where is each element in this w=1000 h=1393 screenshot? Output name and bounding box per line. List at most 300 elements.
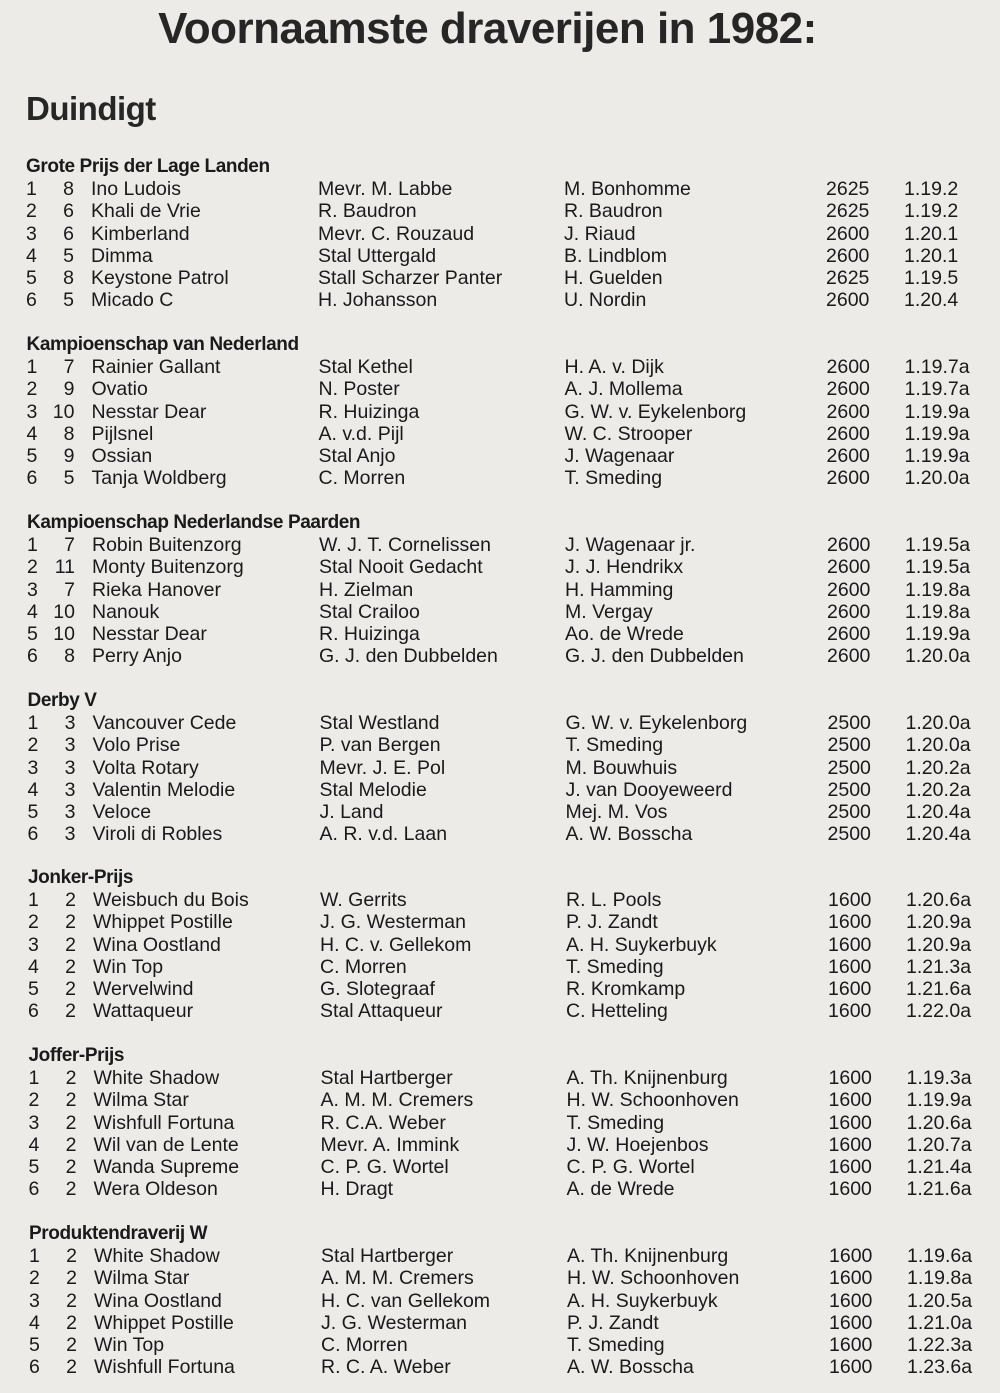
result-row [27, 579, 987, 601]
horse-name: Nesstar Dear [91, 400, 207, 423]
time: 1.19.9a [904, 422, 970, 445]
owner: Mevr. J. E. Pol [319, 756, 446, 779]
driver: T. Smeding [564, 467, 663, 490]
distance: 2625 [826, 267, 870, 290]
horse-name: Weisbuch du Bois [93, 889, 249, 911]
owner: R. Huizinga [319, 623, 420, 646]
time: 1.19.8a [905, 578, 971, 601]
driver: Ao. de Wrede [565, 623, 684, 646]
result-row [26, 178, 986, 200]
distance: 1600 [828, 933, 872, 956]
position: 2 [26, 200, 37, 223]
owner: R. C.A. Weber [320, 1111, 446, 1134]
result-row [27, 423, 987, 445]
start-number: 10 [53, 623, 75, 646]
time: 1.20.0a [905, 645, 971, 668]
result-row [28, 779, 988, 801]
driver: W. C. Strooper [564, 422, 693, 445]
start-number: 7 [64, 534, 75, 556]
driver: J. J. Hendrikx [565, 556, 684, 579]
time: 1.21.3a [906, 955, 972, 978]
position: 2 [27, 556, 38, 579]
result-row [28, 712, 988, 734]
horse-name: Ino Ludois [91, 178, 181, 200]
horse-name: Vancouver Cede [92, 712, 237, 734]
owner: J. Land [319, 801, 384, 824]
time: 1.20.6a [906, 889, 972, 911]
horse-name: Whippet Postille [94, 1311, 234, 1334]
driver: J. van Dooyeweerd [565, 778, 733, 801]
distance: 2600 [826, 445, 870, 468]
time: 1.22.0a [906, 1000, 972, 1023]
horse-name: Tanja Woldberg [91, 467, 227, 490]
distance: 2500 [827, 778, 871, 801]
driver: T. Smeding [567, 1334, 665, 1357]
race-section [29, 1223, 989, 1379]
time: 1.19.9a [906, 1089, 972, 1112]
result-row [29, 1334, 989, 1356]
horse-name: Nanouk [92, 600, 160, 623]
position: 1 [28, 1067, 40, 1089]
driver: A. W. Bosscha [567, 1356, 694, 1379]
driver: G. W. v. Eykelenborg [564, 400, 747, 423]
start-number: 2 [65, 1111, 77, 1134]
owner: Stal Anjo [318, 445, 396, 468]
owner: R. C. A. Weber [321, 1356, 451, 1379]
owner: J. G. Westerman [321, 1311, 467, 1334]
start-number: 6 [63, 200, 74, 223]
position: 6 [26, 289, 37, 312]
owner: N. Poster [318, 378, 400, 401]
distance: 1600 [828, 1089, 872, 1112]
start-number: 7 [64, 578, 75, 601]
distance: 2600 [826, 422, 870, 445]
start-number: 10 [53, 600, 75, 623]
time: 1.23.6a [907, 1356, 973, 1379]
distance: 1600 [829, 1356, 873, 1379]
owner: C. Morren [321, 1334, 408, 1357]
owner: H. C. van Gellekom [321, 1289, 491, 1312]
race-section [27, 512, 987, 668]
owner: Stall Scharzer Panter [318, 267, 503, 290]
time: 1.20.1 [904, 244, 959, 267]
race-title: Derby V [27, 690, 97, 711]
result-row [29, 1089, 989, 1111]
race-section [29, 1045, 989, 1201]
time: 1.20.0a [905, 734, 971, 757]
position: 3 [27, 578, 38, 601]
owner: Mevr. C. Rouzaud [318, 222, 475, 245]
owner: A. v.d. Pijl [318, 422, 404, 445]
owner: H. C. v. Gellekom [320, 933, 472, 956]
horse-name: Whippet Postille [93, 911, 233, 934]
driver: R. Kromkamp [566, 978, 686, 1001]
position: 1 [26, 356, 38, 378]
driver: R. L. Pools [566, 889, 662, 911]
time: 1.20.7a [906, 1133, 972, 1156]
result-row [26, 289, 986, 311]
driver: A. Th. Knijnenburg [566, 1067, 728, 1089]
owner: C. Morren [320, 955, 407, 978]
distance: 2500 [827, 756, 871, 779]
horse-name: Wina Oostland [94, 1289, 222, 1312]
horse-name: Wattaqueur [93, 1000, 194, 1023]
position: 6 [27, 823, 39, 846]
result-row [26, 267, 986, 289]
result-row [28, 934, 988, 956]
driver: H. W. Schoonhoven [567, 1267, 740, 1290]
driver: A. W. Bosscha [565, 823, 693, 846]
time: 1.19.5 [904, 267, 959, 290]
owner: Stal Kethel [318, 356, 413, 378]
start-number: 9 [63, 445, 75, 468]
owner: G. Slotegraaf [320, 978, 435, 1001]
horse-name: Keystone Patrol [91, 267, 229, 290]
position: 1 [29, 1245, 40, 1267]
distance: 2600 [826, 467, 870, 490]
time: 1.19.2 [904, 178, 959, 200]
horse-name: Wilma Star [94, 1267, 190, 1290]
start-number: 3 [64, 712, 76, 734]
position: 4 [29, 1311, 40, 1334]
time: 1.19.8a [905, 600, 971, 623]
page-title: Voornaamste draverijen in 1982: [158, 4, 817, 53]
position: 5 [27, 623, 38, 646]
start-number: 2 [65, 933, 76, 956]
position: 5 [28, 1156, 40, 1179]
result-row [27, 445, 987, 467]
driver: R. Baudron [564, 200, 663, 223]
distance: 1600 [829, 1289, 873, 1312]
position: 6 [29, 1356, 40, 1379]
distance: 1600 [828, 978, 872, 1001]
position: 2 [26, 378, 38, 401]
distance: 2500 [827, 801, 871, 824]
result-row [29, 1245, 989, 1267]
start-number: 8 [64, 645, 75, 668]
horse-name: Wanda Supreme [93, 1156, 240, 1179]
horse-name: Valentin Melodie [92, 778, 236, 801]
driver: H. Hamming [565, 578, 674, 601]
start-number: 2 [65, 1089, 77, 1112]
horse-name: White Shadow [94, 1245, 220, 1267]
race-section [27, 334, 987, 490]
horse-name: Wervelwind [93, 978, 194, 1001]
result-row [27, 401, 987, 423]
position: 4 [27, 778, 39, 801]
distance: 1600 [828, 1156, 872, 1179]
start-number: 9 [63, 378, 75, 401]
start-number: 6 [63, 222, 74, 245]
result-row [29, 1067, 989, 1089]
distance: 2625 [826, 200, 870, 223]
driver: H. W. Schoonhoven [566, 1089, 739, 1112]
distance: 1600 [828, 1133, 872, 1156]
driver: J. W. Hoejenbos [566, 1133, 709, 1156]
owner: A. M. M. Cremers [320, 1089, 474, 1112]
horse-name: Win Top [93, 955, 164, 978]
driver: H. Guelden [564, 267, 663, 290]
race-title: Kampioenschap Nederlandse Paarden [27, 512, 361, 533]
position: 5 [28, 978, 39, 1001]
position: 6 [28, 1178, 40, 1201]
time: 1.20.9a [906, 911, 972, 934]
driver: A. de Wrede [566, 1178, 675, 1201]
time: 1.22.3a [907, 1334, 973, 1357]
race-title: Grote Prijs der Lage Landen [26, 156, 270, 177]
start-number: 8 [63, 422, 75, 445]
horse-name: Rieka Hanover [92, 578, 221, 601]
distance: 1600 [828, 955, 872, 978]
position: 6 [27, 645, 38, 668]
driver: M. Bouwhuis [565, 756, 678, 779]
start-number: 3 [64, 756, 76, 779]
time: 1.21.6a [906, 978, 972, 1001]
driver: J. Wagenaar [564, 445, 675, 468]
race-title: Produktendraverij W [29, 1223, 208, 1244]
driver: P. J. Zandt [567, 1311, 659, 1334]
position: 6 [28, 1000, 39, 1023]
distance: 2625 [826, 178, 870, 200]
driver: T. Smeding [566, 1111, 665, 1134]
owner: Mevr. A. Immink [320, 1133, 460, 1156]
start-number: 10 [52, 400, 75, 423]
result-row [28, 956, 988, 978]
position: 3 [28, 1111, 40, 1134]
distance: 2600 [827, 578, 871, 601]
time: 1.19.8a [907, 1267, 973, 1290]
driver: J. Wagenaar jr. [565, 534, 696, 556]
distance: 2600 [826, 222, 870, 245]
start-number: 2 [66, 1289, 77, 1312]
race-title: Kampioenschap van Nederland [26, 334, 299, 355]
distance: 2600 [826, 400, 870, 423]
owner: H. Zielman [319, 578, 414, 601]
race-section [28, 867, 988, 1023]
time: 1.21.6a [906, 1178, 972, 1201]
driver: A. H. Suykerbuyk [566, 933, 717, 956]
start-number: 2 [66, 1334, 77, 1357]
start-number: 2 [66, 1245, 77, 1267]
time: 1.20.2a [905, 756, 971, 779]
result-row [28, 889, 988, 911]
distance: 1600 [829, 1334, 873, 1357]
horse-name: Rainier Gallant [91, 356, 221, 378]
position: 1 [26, 178, 37, 200]
distance: 1600 [828, 1111, 872, 1134]
horse-name: Viroli di Robles [92, 823, 223, 846]
horse-name: Volo Prise [92, 734, 181, 757]
time: 1.21.0a [907, 1311, 973, 1334]
race-section [26, 156, 986, 312]
start-number: 11 [54, 556, 75, 579]
position: 2 [28, 911, 39, 934]
time: 1.20.2a [905, 778, 971, 801]
result-row [27, 601, 987, 623]
result-row [27, 356, 987, 378]
distance: 2600 [826, 244, 870, 267]
time: 1.21.4a [906, 1156, 972, 1179]
driver: C. P. G. Wortel [566, 1156, 695, 1179]
horse-name: Veloce [92, 801, 152, 824]
time: 1.20.4 [904, 289, 959, 312]
distance: 2600 [827, 645, 871, 668]
driver: A. J. Mollema [564, 378, 683, 401]
time: 1.19.5a [905, 534, 971, 556]
result-row [29, 1134, 989, 1156]
result-row [29, 1312, 989, 1334]
owner: C. Morren [318, 467, 406, 490]
owner: W. Gerrits [320, 889, 407, 911]
position: 1 [27, 534, 38, 556]
distance: 1600 [828, 1178, 872, 1201]
result-row [27, 556, 987, 578]
position: 4 [26, 244, 37, 267]
position: 4 [27, 600, 38, 623]
start-number: 5 [63, 467, 75, 490]
horse-name: Ossian [91, 445, 153, 468]
result-row [26, 245, 986, 267]
horse-name: Wishfull Fortuna [94, 1356, 235, 1379]
owner: R. Baudron [318, 200, 417, 223]
result-row [27, 623, 987, 645]
time: 1.19.6a [907, 1245, 973, 1267]
start-number: 2 [65, 978, 76, 1001]
start-number: 2 [66, 1267, 77, 1290]
distance: 2600 [827, 600, 871, 623]
position: 5 [26, 445, 38, 468]
owner: Stal Uttergald [318, 244, 437, 267]
position: 1 [27, 712, 39, 734]
position: 2 [27, 734, 39, 757]
start-number: 2 [65, 1067, 77, 1089]
result-row [27, 467, 987, 489]
position: 1 [28, 889, 39, 911]
horse-name: Wera Oldeson [93, 1178, 218, 1201]
horse-name: Pijlsnel [91, 422, 154, 445]
result-row [28, 757, 988, 779]
distance: 1600 [828, 911, 872, 934]
owner: Mevr. M. Labbe [318, 178, 453, 200]
distance: 1600 [828, 1067, 872, 1089]
distance: 1600 [828, 1000, 872, 1023]
position: 3 [26, 222, 37, 245]
position: 4 [28, 1133, 40, 1156]
owner: A. R. v.d. Laan [319, 823, 448, 846]
driver: M. Vergay [565, 600, 653, 623]
position: 5 [26, 267, 37, 290]
owner: R. Huizinga [318, 400, 420, 423]
horse-name: Khali de Vrie [91, 200, 201, 223]
driver: G. J. den Dubbelden [565, 645, 744, 668]
horse-name: Nesstar Dear [92, 623, 207, 646]
horse-name: Perry Anjo [92, 645, 182, 668]
horse-name: Monty Buitenzorg [92, 556, 244, 579]
time: 1.19.3a [906, 1067, 972, 1089]
distance: 2600 [826, 356, 870, 378]
owner: Stal Attaqueur [320, 1000, 443, 1023]
result-row [28, 801, 988, 823]
horse-name: Wilma Star [93, 1089, 189, 1112]
distance: 2600 [827, 534, 871, 556]
result-row [27, 645, 987, 667]
time: 1.19.9a [904, 445, 970, 468]
driver: M. Bonhomme [564, 178, 691, 200]
distance: 2600 [827, 556, 871, 579]
time: 1.20.4a [905, 801, 971, 824]
result-row [28, 978, 988, 1000]
result-row [29, 1112, 989, 1134]
position: 5 [27, 801, 39, 824]
driver: B. Lindblom [564, 244, 667, 267]
result-row [26, 223, 986, 245]
distance: 2600 [826, 378, 870, 401]
start-number: 2 [65, 1133, 77, 1156]
driver: J. Riaud [564, 222, 636, 245]
owner: J. G. Westerman [320, 911, 466, 934]
distance: 2600 [826, 289, 870, 312]
driver: H. A. v. Dijk [564, 356, 664, 378]
start-number: 2 [66, 1356, 77, 1379]
horse-name: Wina Oostland [93, 933, 221, 956]
result-row [29, 1267, 989, 1289]
start-number: 3 [64, 734, 76, 757]
position: 2 [29, 1267, 40, 1290]
result-row [27, 534, 987, 556]
driver: T. Smeding [566, 955, 664, 978]
start-number: 5 [63, 289, 74, 312]
owner: P. van Bergen [319, 734, 441, 757]
horse-name: Robin Buitenzorg [92, 534, 242, 556]
time: 1.19.9a [904, 400, 970, 423]
start-number: 3 [64, 778, 76, 801]
venue-heading: Duindigt [26, 90, 156, 127]
time: 1.20.0a [905, 712, 971, 734]
horse-name: Wil van de Lente [93, 1133, 239, 1156]
position: 4 [26, 422, 38, 445]
distance: 1600 [829, 1245, 873, 1267]
time: 1.20.0a [904, 467, 970, 490]
result-row [28, 1000, 988, 1022]
owner: W. J. T. Cornelissen [319, 534, 491, 556]
driver: P. J. Zandt [566, 911, 658, 934]
position: 5 [29, 1334, 40, 1357]
start-number: 5 [63, 244, 74, 267]
owner: H. Dragt [320, 1178, 394, 1201]
result-row [29, 1290, 989, 1312]
distance: 1600 [829, 1267, 873, 1290]
owner: Stal Nooit Gedacht [319, 556, 483, 579]
start-number: 2 [65, 889, 76, 911]
distance: 2600 [827, 623, 871, 646]
owner: C. P. G. Wortel [320, 1156, 449, 1179]
driver: Mej. M. Vos [565, 801, 668, 824]
result-row [29, 1178, 989, 1200]
start-number: 2 [65, 955, 76, 978]
result-row [29, 1356, 989, 1378]
owner: H. Johansson [318, 289, 438, 312]
start-number: 3 [64, 823, 76, 846]
horse-name: Dimma [91, 244, 153, 267]
start-number: 2 [65, 1178, 77, 1201]
time: 1.20.9a [906, 933, 972, 956]
horse-name: Wishfull Fortuna [93, 1111, 235, 1134]
horse-name: Micado C [91, 289, 174, 312]
race-section [28, 690, 988, 846]
result-row [28, 734, 988, 756]
driver: C. Hetteling [566, 1000, 668, 1023]
result-row [28, 911, 988, 933]
